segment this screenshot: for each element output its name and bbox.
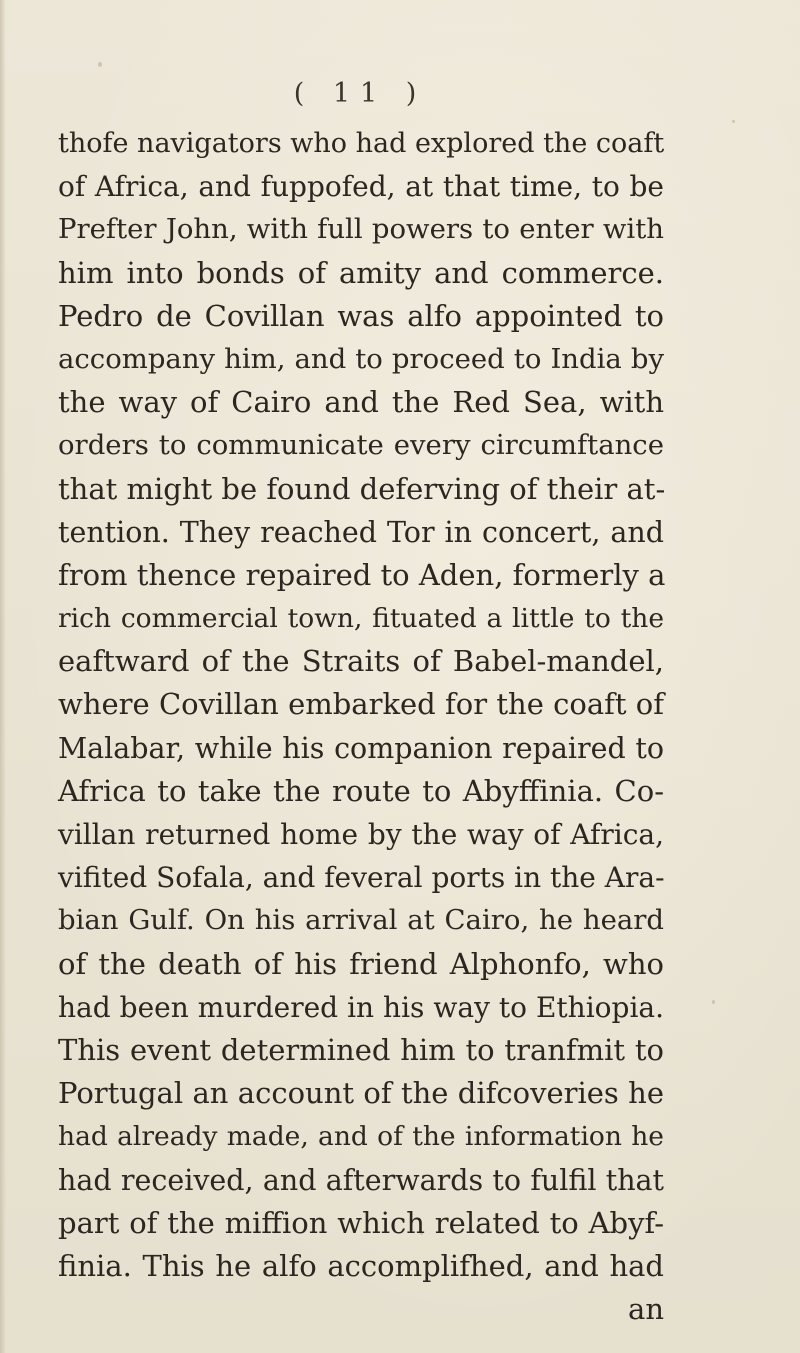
text-line: Malabar, while his companion repaired to (58, 731, 664, 765)
text-line: vifited Sofala, and feveral ports in the Ara- (58, 861, 665, 895)
text-line: had been murdered in his way to Ethiopia. (58, 990, 664, 1024)
text-line: of the death of his friend Alphonfo, who (58, 946, 664, 981)
text-line: tention. They reached Tor in concert, and (58, 515, 664, 549)
text-line: where Covillan embarked for the coaft of (58, 687, 664, 722)
body-text (58, 122, 664, 1331)
text-line: This event determined him to tranfmit to (58, 1032, 664, 1067)
text-line: rich commercial town, fituated a little to the (58, 603, 664, 635)
page-binding-edge (0, 0, 6, 1353)
text-line: villan returned home by the way of Africa, (58, 818, 664, 851)
text-line: Africa to take the route to Abyffinia. Co- (58, 773, 664, 808)
text-line: accompany him, and to proceed to India by (58, 342, 664, 375)
text-line: orders to communicate every circumftance (58, 429, 664, 462)
text-line: eaftward of the Straits of Babel-mandel, (58, 644, 664, 679)
text-line: of Africa, and fuppofed, at that time, to be (58, 170, 664, 204)
paper-speck (712, 1000, 715, 1004)
text-line: had received, and afterwards to fulfil that (58, 1163, 664, 1197)
paper-speck (732, 120, 735, 123)
catchword: an (628, 1292, 664, 1327)
text-line: him into bonds of amity and commerce. (58, 255, 664, 290)
text-line: Pedro de Covillan was alfo appointed to (58, 298, 664, 333)
text-line: that might be found deferving of their at- (58, 471, 666, 506)
text-line: Portugal an account of the difcoveries he (58, 1076, 664, 1111)
text-line: bian Gulf. On his arrival at Cairo, he heard (58, 904, 664, 937)
text-line: finia. This he alfo accomplifhed, and had (58, 1248, 664, 1283)
page-number: ( 11 ) (293, 78, 427, 109)
text-line: Prefter John, with full powers to enter with (58, 213, 664, 246)
text-line: from thence repaired to Aden, formerly a (58, 557, 666, 592)
text-line: thofe navigators who had explored the coaft (58, 128, 665, 159)
paper-speck (98, 62, 102, 67)
text-line: had already made, and of the information he (58, 1121, 664, 1153)
text-line: part of the miffion which related to Abyf- (58, 1205, 664, 1240)
text-line: the way of Cairo and the Red Sea, with (58, 385, 664, 420)
